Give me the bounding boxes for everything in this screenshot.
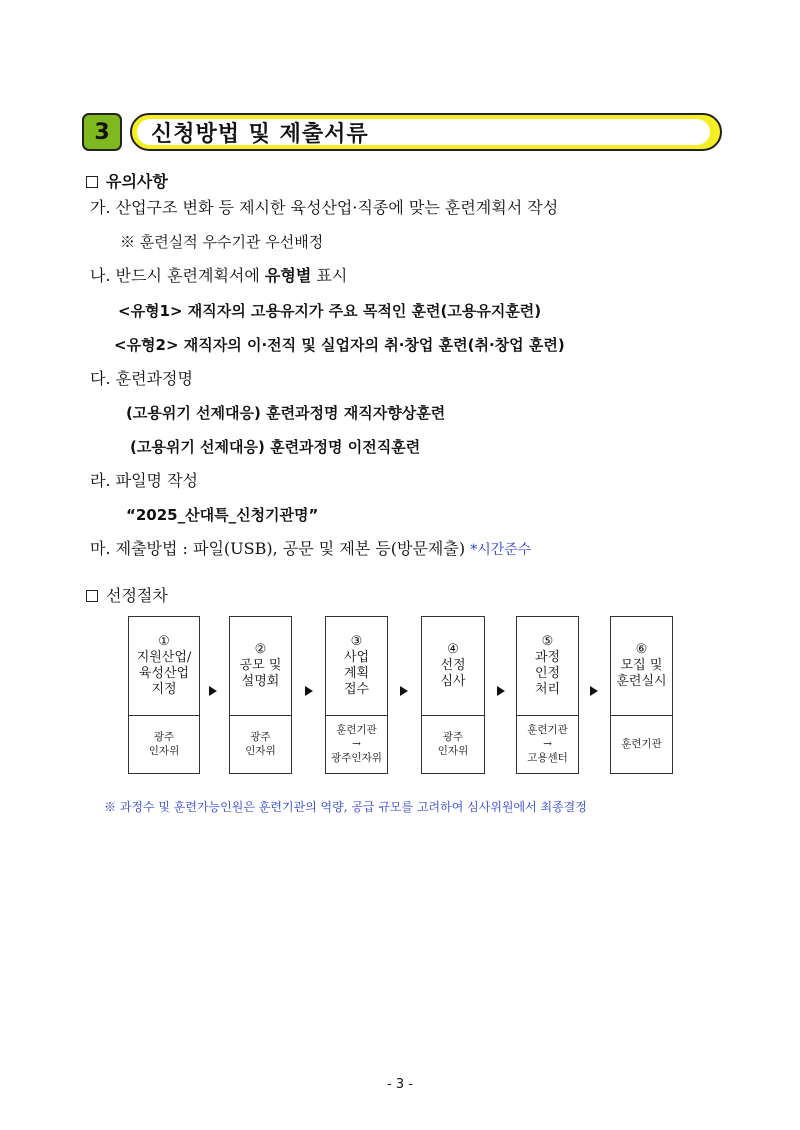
arrow-right-icon [305, 686, 313, 696]
procedure-step-2 [229, 616, 292, 774]
step-title: ⑤ 과정 인정 처리 [517, 617, 578, 716]
procedure-step-3 [325, 616, 388, 774]
step-title: ① 지원산업/ 육성산업 지정 [129, 617, 199, 716]
arrow-right-icon [590, 686, 598, 696]
section-number: 3 [82, 113, 122, 151]
note-item-ga-sub: ※ 훈련실적 우수기관 우선배정 [120, 233, 324, 251]
note-item-ma [90, 539, 531, 560]
procedure-step-5 [516, 616, 579, 774]
note-item-na-tail: 표시 [311, 266, 348, 285]
step-title: ⑥ 모집 및 훈련실시 [611, 617, 672, 716]
checkbox-icon [86, 176, 98, 188]
note-item-na-text: 나. 반드시 훈련계획서에 [90, 266, 265, 285]
step-owner: 훈련기관 [621, 738, 662, 750]
page-number: - 3 - [387, 1077, 413, 1092]
note-item-da: 다. 훈련과정명 [90, 369, 193, 388]
note-item-na-bold: 유형별 [264, 266, 312, 285]
procedure-heading: 선정절차 [106, 586, 168, 605]
step-title: ④ 선정 심사 [422, 617, 484, 716]
type2-line: <유형2> 재직자의 이·전직 및 실업자의 취·창업 훈련(취·창업 훈련) [114, 336, 565, 354]
step-owner: 광주 인자위 [148, 731, 180, 757]
section-title-bar [130, 113, 722, 151]
procedure-step-4 [421, 616, 485, 774]
note-item-na [90, 266, 347, 286]
arrow-right-icon [209, 686, 217, 696]
step-title: ② 공모 및 설명회 [230, 617, 291, 716]
procedure-footnote: ※ 과정수 및 훈련가능인원은 훈련기관의 역량, 공급 규모를 고려하여 심사위원에서 최종결정 [104, 800, 587, 814]
type1-line: <유형1> 재직자의 고용유지가 주요 목적인 훈련(고용유지훈련) [118, 302, 542, 320]
checkbox-icon [86, 590, 98, 602]
note-item-ma-note: *시간준수 [470, 542, 532, 558]
procedure-step-1 [128, 616, 200, 774]
file-name-format: “2025_산대특_신청기관명” [126, 506, 319, 524]
step-owner: 광주 인자위 [437, 731, 469, 757]
step-title: ③ 사업 계획 접수 [326, 617, 387, 716]
arrow-right-icon [497, 686, 505, 696]
note-item-ga: 가. 산업구조 변화 등 제시한 육성산업·직종에 맞는 훈련계획서 작성 [90, 198, 559, 217]
step-owner: 훈련기관 → 광주인자위 [331, 724, 382, 764]
course-name-2: (고용위기 선제대응) 훈련과정명 이전직훈련 [130, 438, 421, 456]
course-name-1: (고용위기 선제대응) 훈련과정명 재직자향상훈련 [126, 404, 446, 422]
arrow-right-icon [400, 686, 408, 696]
step-owner: 광주 인자위 [245, 731, 276, 757]
procedure-step-6 [610, 616, 673, 774]
note-item-ra: 라. 파일명 작성 [90, 471, 198, 490]
note-item-ma-text: 마. 제출방법 : 파일(USB), 공문 및 제본 등(방문제출) [90, 539, 471, 558]
notes-heading: 유의사항 [106, 172, 168, 191]
section-title: 신청방법 및 제출서류 [137, 119, 710, 145]
step-owner: 훈련기관 → 고용센터 [527, 724, 568, 764]
